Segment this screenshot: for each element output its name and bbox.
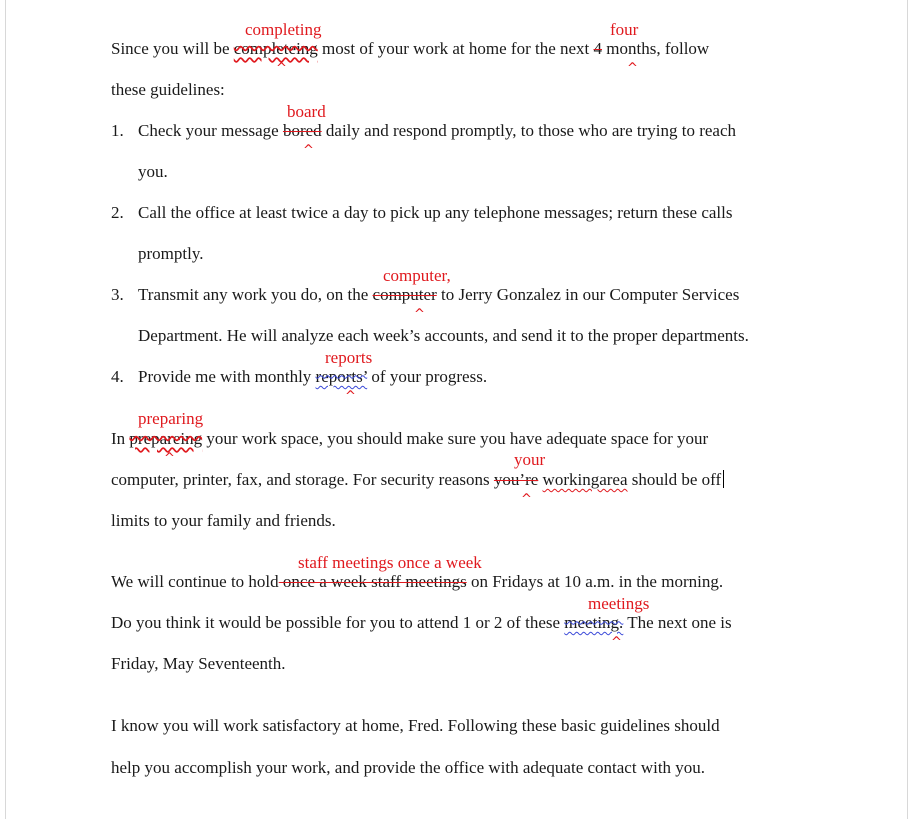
list-item-4-line-1: 4. Provide me with monthly reports’ of your progress.	[111, 367, 488, 386]
caret-mark: ^	[345, 389, 356, 404]
correction-completing: completing	[245, 20, 322, 39]
caret-mark: ^	[303, 143, 314, 158]
paragraph-1-line-1: Since you will be completeing most of your work at home for the next 4 months, follow	[111, 39, 710, 58]
error-meeting: meeting.	[564, 613, 624, 632]
list-item-3-line-1: 3. Transmit any work you do, on the computer to Jerry Gonzalez in our Computer Services	[111, 285, 740, 304]
error-workingarea: workingarea	[542, 470, 628, 489]
paragraph-1-line-2: these guidelines:	[111, 80, 225, 99]
paragraph-4-line-2: help you accomplish your work, and provide the office with adequate contact with you.	[111, 758, 706, 777]
list-item-3-line-2: Department. He will analyze each week’s accounts, and send it to the proper departments.	[138, 326, 749, 345]
error-completeing: completeing	[233, 39, 318, 58]
caret-mark: ^	[276, 61, 287, 76]
page-left-edge	[5, 0, 6, 819]
correction-computer: computer,	[383, 266, 451, 285]
error-computer: computer	[372, 285, 437, 304]
correction-preparing: preparing	[138, 409, 204, 428]
paragraph-2-line-1: In prepareing your work space, you should make sure you have adequate space for your	[111, 429, 709, 448]
list-number: 3.	[111, 285, 124, 304]
correction-board: board	[287, 102, 326, 121]
correction-reports: reports	[325, 348, 373, 367]
paragraph-3-line-2: Do you think it would be possible for you to attend 1 or 2 of these meeting. The next one is	[111, 613, 732, 632]
list-number: 1.	[111, 121, 124, 140]
paragraph-2-line-3: limits to your family and friends.	[111, 511, 336, 530]
correction-meetings: meetings	[588, 594, 650, 613]
caret-mark: ^	[164, 451, 175, 466]
correction-four: four	[610, 20, 639, 39]
error-bored: bored	[282, 121, 322, 140]
list-item-1-line-2: you.	[138, 162, 168, 181]
list-item-2-line-2: promptly.	[138, 244, 204, 263]
page-right-edge	[907, 0, 908, 819]
list-item-2-line-1: 2. Call the office at least twice a day to pick up any telephone messages; return these calls	[111, 203, 733, 222]
caret-mark: ^	[627, 61, 638, 76]
text-cursor	[723, 470, 724, 488]
caret-mark: ^	[414, 307, 425, 322]
paragraph-4-line-1: I know you will work satisfactory at home, Fred. Following these basic guidelines should	[111, 716, 720, 735]
caret-mark: ^	[521, 492, 532, 507]
error-4: 4	[593, 39, 603, 58]
correction-staff-meetings: staff meetings once a week	[298, 553, 482, 572]
error-reports: reports’	[315, 367, 368, 386]
paragraph-2-line-2: computer, printer, fax, and storage. For security reasons you’re workingarea should be off	[111, 470, 724, 490]
error-youre: you’re	[493, 470, 539, 489]
paragraph-3-line-1: We will continue to hold once a week staff meetings on Fridays at 10 a.m. in the morning.	[111, 572, 724, 591]
error-prepareing: prepareing	[129, 429, 203, 448]
paragraph-3-line-3: Friday, May Seventeenth.	[111, 654, 286, 673]
list-number: 2.	[111, 203, 124, 222]
error-once-a-week: once a week staff meetings	[278, 572, 467, 591]
list-number: 4.	[111, 367, 124, 386]
caret-mark: ^	[611, 635, 622, 650]
correction-your: your	[514, 450, 546, 469]
list-item-1-line-1: 1. Check your message bored daily and respond promptly, to those who are trying to reach	[111, 121, 737, 140]
